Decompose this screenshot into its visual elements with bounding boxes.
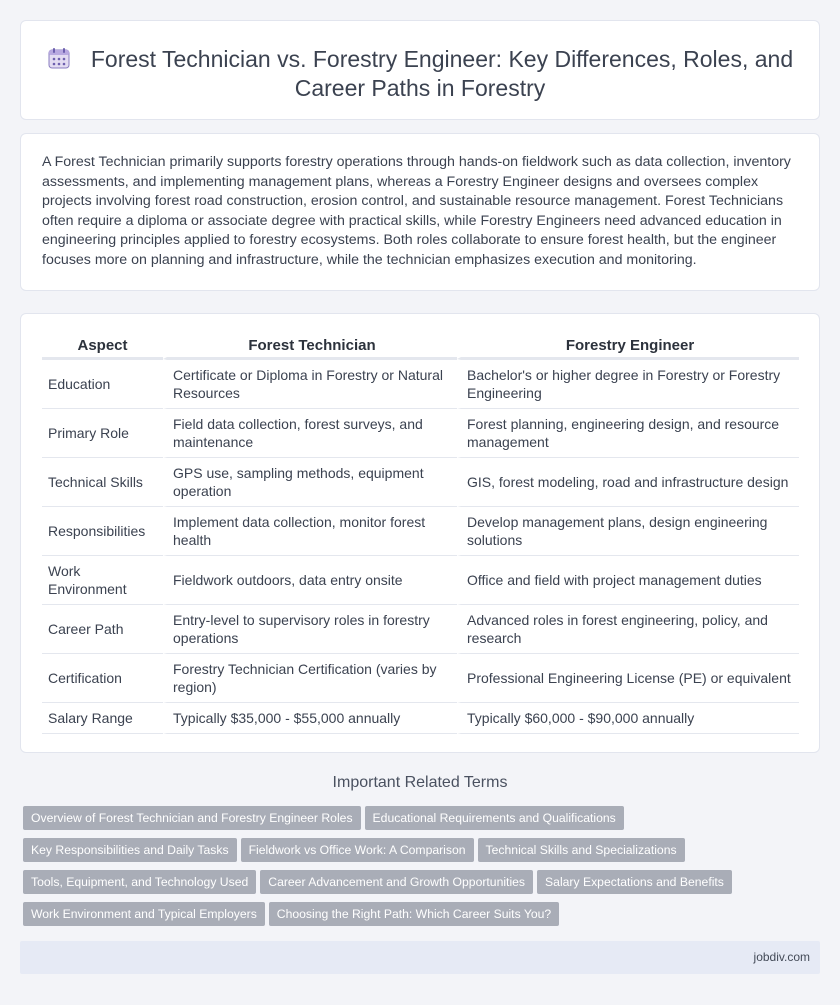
cell-aspect: Technical Skills — [42, 457, 163, 506]
tag-row — [23, 838, 813, 870]
tag-link[interactable]: Tools, Equipment, and Technology Used — [23, 870, 256, 894]
cell-engineer: Office and field with project management duties — [457, 555, 799, 604]
cell-aspect: Certification — [42, 653, 163, 702]
tag-link[interactable]: Educational Requirements and Qualifications — [365, 806, 624, 830]
intro-paragraph: A Forest Technician primarily supports forestry operations through hands-on fieldwork such as data collection, inventory assessments, and implementing management plans, whereas a Forestry Engineer designs and oversees complex projects involving forest road construction, erosion control, and sustainable resource management. Forest Technicians often require a diploma or associate degree with practical skills, while Forestry Engineers need advanced education in engineering principles applied to forestry ecosystems. Both roles collaborate to ensure forest health, but the engineer focuses more on planning and infrastructure, while the technician emphasizes execution and monitoring. — [42, 154, 791, 268]
cell-aspect: Salary Range — [42, 702, 163, 734]
header-aspect: Aspect — [42, 334, 163, 359]
header-card — [20, 20, 820, 120]
cell-aspect: Primary Role — [42, 408, 163, 457]
related-terms-title: Important Related Terms — [332, 774, 508, 791]
tag-link[interactable]: Technical Skills and Specializations — [478, 838, 685, 862]
footer-site-link[interactable]: jobdiv.com — [753, 950, 810, 964]
cell-aspect: Education — [42, 359, 163, 408]
table-row — [42, 653, 799, 702]
tag-row — [23, 870, 813, 902]
table-row — [42, 555, 799, 604]
tag-link[interactable]: Overview of Forest Technician and Forestry Engineer Roles — [23, 806, 361, 830]
tag-link[interactable]: Career Advancement and Growth Opportunities — [260, 870, 533, 894]
cell-engineer: Typically $60,000 - $90,000 annually — [457, 702, 799, 734]
cell-engineer: Professional Engineering License (PE) or equivalent — [457, 653, 799, 702]
cell-aspect: Responsibilities — [42, 506, 163, 555]
related-terms-tags — [23, 806, 813, 934]
calendar-icon — [47, 46, 71, 70]
table-row — [42, 702, 799, 734]
intro-card — [20, 133, 820, 291]
cell-engineer: GIS, forest modeling, road and infrastructure design — [457, 457, 799, 506]
table-row — [42, 457, 799, 506]
cell-engineer: Advanced roles in forest engineering, policy, and research — [457, 604, 799, 653]
cell-technician: Entry-level to supervisory roles in forestry operations — [163, 604, 457, 653]
tag-link[interactable]: Salary Expectations and Benefits — [537, 870, 732, 894]
table-row — [42, 359, 799, 408]
table-row — [42, 408, 799, 457]
cell-aspect: Work Environment — [42, 555, 163, 604]
tag-link[interactable]: Choosing the Right Path: Which Career Suits You? — [269, 902, 559, 926]
cell-aspect: Career Path — [42, 604, 163, 653]
header-forestry-engineer: Forestry Engineer — [457, 334, 799, 359]
table-row — [42, 604, 799, 653]
cell-technician: Forestry Technician Certification (varies by region) — [163, 653, 457, 702]
page-title-wrap — [21, 45, 819, 103]
table-row — [42, 506, 799, 555]
tag-link[interactable]: Key Responsibilities and Daily Tasks — [23, 838, 237, 862]
cell-technician: Field data collection, forest surveys, and maintenance — [163, 408, 457, 457]
cell-technician: Typically $35,000 - $55,000 annually — [163, 702, 457, 734]
comparison-table-card — [20, 313, 820, 753]
tag-link[interactable]: Fieldwork vs Office Work: A Comparison — [241, 838, 474, 862]
page-title: Forest Technician vs. Forestry Engineer: Key Differences, Roles, and Career Paths in Forestry — [90, 46, 794, 101]
footer — [20, 941, 820, 974]
cell-technician: Fieldwork outdoors, data entry onsite — [163, 555, 457, 604]
comparison-table — [42, 334, 799, 734]
header-forest-technician: Forest Technician — [163, 334, 457, 359]
cell-engineer: Develop management plans, design engineering solutions — [457, 506, 799, 555]
cell-engineer: Forest planning, engineering design, and resource management — [457, 408, 799, 457]
cell-technician: Implement data collection, monitor forest health — [163, 506, 457, 555]
tag-row — [23, 806, 813, 838]
tag-link[interactable]: Work Environment and Typical Employers — [23, 902, 265, 926]
cell-technician: GPS use, sampling methods, equipment operation — [163, 457, 457, 506]
table-header-row — [42, 334, 799, 359]
tag-row — [23, 902, 813, 934]
cell-technician: Certificate or Diploma in Forestry or Natural Resources — [163, 359, 457, 408]
cell-engineer: Bachelor's or higher degree in Forestry or Forestry Engineering — [457, 359, 799, 408]
